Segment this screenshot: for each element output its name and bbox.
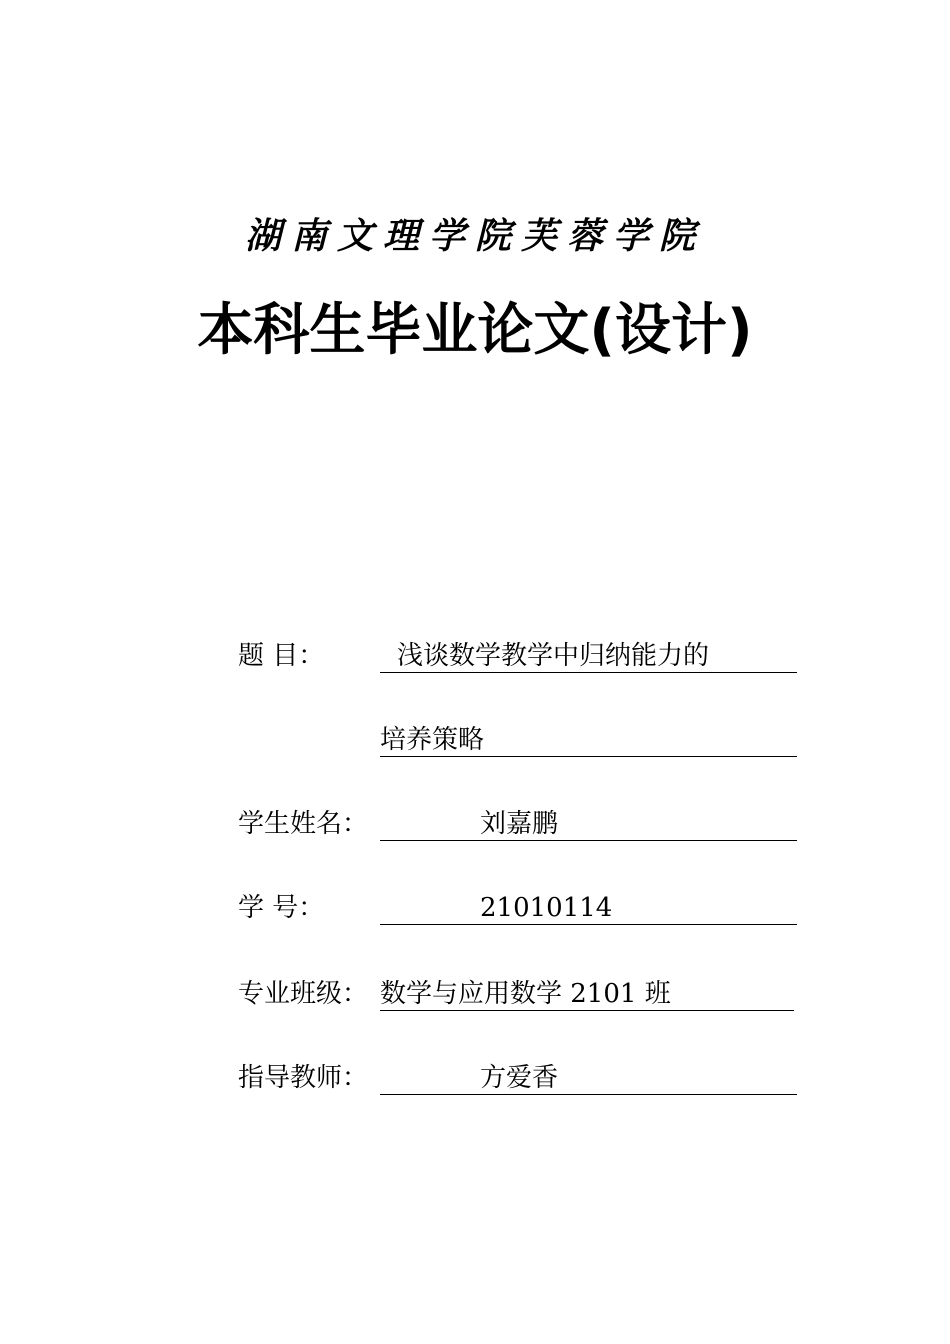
student-id-text: 21010114: [480, 893, 613, 923]
advisor-text: 方爱香: [480, 1063, 559, 1093]
advisor-label: 指导教师：: [238, 1063, 369, 1093]
topic-value-line1: [380, 638, 797, 673]
document-title: 本科生毕业论文(设计): [197, 298, 753, 363]
topic-value-line2: [380, 722, 797, 757]
topic-text-line2: 培养策略: [380, 725, 485, 755]
advisor-value: [380, 1060, 797, 1095]
student-name-value: [380, 806, 797, 841]
topic-label: 题 目：: [238, 641, 325, 671]
student-id-value: [380, 890, 797, 925]
class-label: 专业班级：: [238, 979, 369, 1009]
student-name-text: 刘嘉鹏: [480, 809, 559, 839]
class-value: [380, 976, 794, 1011]
topic-text-line1: 浅谈数学教学中归纳能力的: [397, 641, 710, 671]
class-text: 数学与应用数学 2101 班: [380, 979, 671, 1009]
student-name-label: 学生姓名：: [238, 809, 369, 839]
student-id-label: 学 号：: [238, 893, 325, 923]
school-name: 湖南文理学院芙蓉学院: [244, 215, 705, 257]
